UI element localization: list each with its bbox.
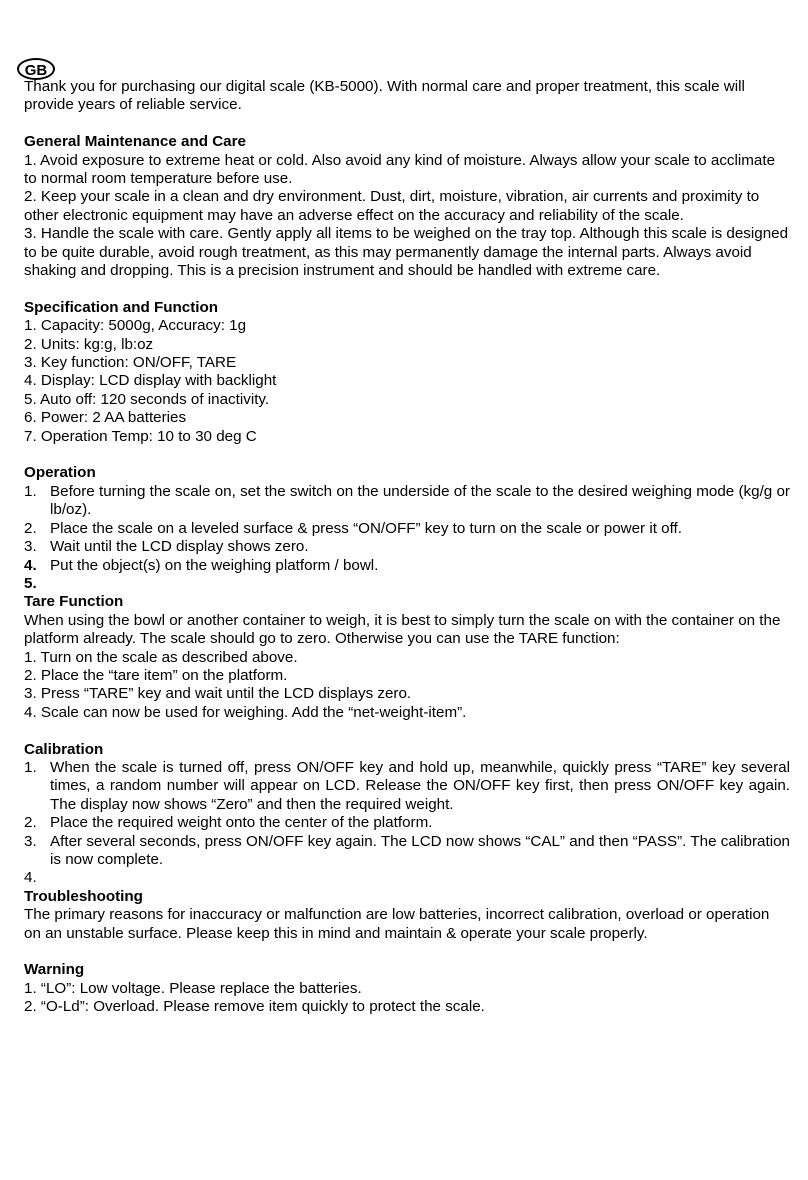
warning-item: 2. “O-Ld”: Overload. Please remove item quickly to protect the scale. (24, 998, 485, 1016)
spec-item: 3. Key function: ON/OFF, TARE (24, 354, 237, 372)
maintenance-heading: General Maintenance and Care (24, 133, 246, 151)
tare-item: 4. Scale can now be used for weighing. Add the “net-weight-item”. (24, 703, 467, 721)
tare-item: 1. Turn on the scale as described above. (24, 648, 298, 666)
spec-item: 7. Operation Temp: 10 to 30 deg C (24, 427, 257, 445)
calibration-item-number: 2. (24, 814, 37, 832)
spec-item: 4. Display: LCD display with backlight (24, 372, 277, 390)
calibration-list (24, 759, 790, 888)
calibration-item-text: Place the required weight onto the center of the platform. (50, 814, 433, 832)
tare-item: 2. Place the “tare item” on the platform. (24, 666, 288, 684)
spec-heading: Specification and Function (24, 298, 219, 316)
calibration-item (24, 833, 790, 870)
calibration-item-number: 4. (24, 869, 37, 887)
calibration-item-number: 1. (24, 758, 37, 776)
calibration-item-number: 3. (24, 832, 37, 850)
operation-item-text: Place the scale on a leveled surface & press “ON/OFF” key to turn on the scale or power it off. (50, 519, 682, 537)
intro-paragraph: Thank you for purchasing our digital scale (KB-5000). With normal care and proper treatment, this scale will provide years of reliable service. (24, 78, 745, 114)
operation-item-text: Put the object(s) on the weighing platform / bowl. (50, 556, 379, 574)
operation-item (24, 483, 790, 520)
calibration-item-text: After several seconds, press ON/OFF key again. The LCD now shows “CAL” and then “PASS”. The calibration is now complete. (50, 832, 790, 868)
operation-item (24, 557, 790, 575)
spec-item: 1. Capacity: 5000g, Accuracy: 1g (24, 317, 247, 335)
calibration-item (24, 869, 790, 887)
manual-page (24, 60, 790, 1017)
troubleshooting-body: The primary reasons for inaccuracy or malfunction are low batteries, incorrect calibration, overload or operation on an unstable surface. Please keep this in mind and maintain & operate your scale properly. (24, 906, 770, 942)
operation-item (24, 520, 790, 538)
calibration-heading: Calibration (24, 740, 104, 758)
operation-heading: Operation (24, 464, 96, 482)
maintenance-item: 1. Avoid exposure to extreme heat or cold. Also avoid any kind of moisture. Always allow your scale to acclimate to normal room temperature before use. (24, 151, 776, 188)
operation-item (24, 538, 790, 556)
operation-item-number: 5. (24, 574, 37, 592)
warning-item: 1. “LO”: Low voltage. Please replace the batteries. (24, 979, 362, 997)
calibration-item (24, 759, 790, 814)
operation-item (24, 575, 790, 593)
warning-heading: Warning (24, 961, 85, 979)
tare-heading: Tare Function (24, 593, 124, 611)
spec-item: 6. Power: 2 AA batteries (24, 409, 187, 427)
operation-item-number: 4. (24, 556, 37, 574)
operation-list (24, 483, 790, 593)
tare-item: 3. Press “TARE” key and wait until the LCD displays zero. (24, 685, 412, 703)
spec-item: 2. Units: kg:g, lb:oz (24, 335, 154, 353)
calibration-item (24, 814, 790, 832)
operation-item-number: 3. (24, 538, 37, 556)
tare-body: When using the bowl or another container to weigh, it is best to simply turn the scale on with the container on the platform already. The scale should go to zero. Otherwise you can use the TARE function: (24, 611, 781, 648)
operation-item-text: Before turning the scale on, set the switch on the underside of the scale to the desired weighing mode (kg/g or lb/oz). (50, 482, 790, 519)
troubleshooting-heading: Troubleshooting (24, 887, 143, 905)
gb-language-badge: GB (17, 58, 55, 80)
operation-item-number: 1. (24, 482, 37, 500)
spec-item: 5. Auto off: 120 seconds of inactivity. (24, 390, 270, 408)
calibration-item-text: When the scale is turned off, press ON/OFF key and hold up, meanwhile, quickly press “TARE” key several times, a random number will appear on LCD. Release the ON/OFF key first, then press ON/OFF key again. The display now shows “Zero” and then the required weight. (50, 758, 790, 813)
operation-item-text: Wait until the LCD display shows zero. (50, 538, 309, 556)
operation-item-number: 2. (24, 519, 37, 537)
maintenance-item: 3. Handle the scale with care. Gently apply all items to be weighed on the tray top. Although this scale is designed to be quite durable, avoid rough treatment, as this may permanently damage the internal parts. Always avoid shaking and dropping. This is a precision instrument and should be handled with extreme care. (24, 225, 789, 280)
maintenance-item: 2. Keep your scale in a clean and dry environment. Dust, dirt, moisture, vibration, air currents and proximity to other electronic equipment may have an adverse effect on the accuracy and reliability of the scale. (24, 188, 760, 224)
